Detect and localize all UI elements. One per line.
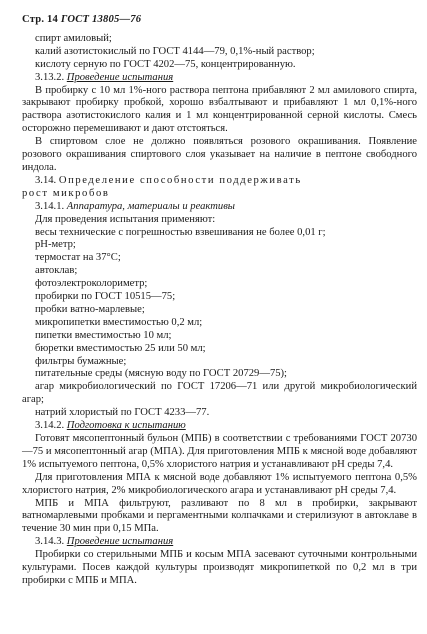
list-item: агар микробиологический по ГОСТ 17206—71 или другой микробиологический агар; xyxy=(22,381,417,406)
list-item: автоклав; xyxy=(35,265,78,277)
section-number: 3.14.2. xyxy=(35,420,65,432)
section-number: 3.14.3. xyxy=(35,536,65,548)
section-number: 3.14. xyxy=(35,174,57,186)
section-heading-3-14 xyxy=(22,175,417,188)
section-title: Аппаратура, материалы и реактивы xyxy=(66,200,235,212)
list-item: питательные среды (мясную воду по ГОСТ 20729—75); xyxy=(35,368,288,380)
list-item: рН-метр; xyxy=(35,239,76,251)
list-item: пипетки вместимостью 10 мл; xyxy=(35,329,172,341)
list-item: микропипетки вместимостью 0,2 мл; xyxy=(35,316,203,328)
paragraph: Для проведения испытания применяют: xyxy=(35,213,216,225)
section-title: Проведение испытания xyxy=(66,536,174,548)
list-item: пробки ватно-марлевые; xyxy=(35,303,145,315)
list-item: фотоэлектроколориметр; xyxy=(35,278,148,290)
paragraph: В спиртовом слое не должно появляться розового окрашивания. Появление розового окрашивания спиртового слоя указывает на наличие в пептоне свободного индола. xyxy=(22,136,417,173)
section-heading-3-14-1 xyxy=(22,201,417,214)
standard-number: ГОСТ 13805—76 xyxy=(60,14,142,25)
list-item: кислоту серную по ГОСТ 4202—75, концентрированную. xyxy=(35,58,296,70)
list-item: бюретки вместимостью 25 или 50 мл; xyxy=(35,342,206,354)
equipment-list xyxy=(22,227,417,421)
section-heading-3-14-3 xyxy=(22,536,417,549)
paragraph: Готовят мясопептонный бульон (МПБ) в соответствии с требованиями ГОСТ 20730—75 и мясопептонный агар (МПА). Для приготовления МПБ к мясной воде добавляют 1% испытуемого пептона, 0,5% хлористого натрия и устанавливают рН среды 7,4. xyxy=(22,433,417,470)
paragraph: Пробирки со стерильными МПБ и косым МПА засевают суточными контрольными культурами. Посев каждой культуры производят микропипеткой по 0,2 мл в три пробирки с МПБ и МПА. xyxy=(22,549,417,586)
section-number: 3.14.1. xyxy=(35,200,65,212)
page-header xyxy=(22,14,417,27)
list-item: калий азотистокислый по ГОСТ 4144—79, 0,1%-ный раствор; xyxy=(35,45,315,57)
list-item: пробирки по ГОСТ 10515—75; xyxy=(35,291,176,303)
section-title: Проведение испытания xyxy=(66,71,174,83)
section-heading-3-14-2 xyxy=(22,420,417,433)
paragraph: МПБ и МПА фильтруют, разливают по 8 мл в пробирки, закрывают ватномарлевыми пробками и пергаментными колпачками и стерилизуют в автоклаве в течение 30 мин при 0,15 МПа. xyxy=(22,497,417,535)
page-number: Стр. 14 xyxy=(22,14,59,25)
section-number: 3.13.2. xyxy=(35,71,65,83)
section-title: Определение способности поддерживать xyxy=(58,174,302,186)
list-item: спирт амиловый; xyxy=(35,32,112,44)
section-title-continued: рост микробов xyxy=(22,187,110,199)
list-item: весы технические с погрешностью взвешивания не более 0,01 г; xyxy=(35,226,326,238)
list-item: термостат на 37°С; xyxy=(35,252,121,264)
section-title: Подготовка к испытанию xyxy=(66,420,186,432)
list-item: фильтры бумажные; xyxy=(35,355,127,367)
paragraph: В пробирку с 10 мл 1%-ного раствора пептона прибавляют 2 мл амилового спирта, закрывают пробирку пробкой, хорошо взбалтывают и прибавляют 1 мл 0,1%-ного раствора азотистокислого калия и 1 мл концентрированной серной кислоты. Смесь осторожно перемешивают и дают отстояться. xyxy=(22,84,417,135)
reagent-list-continued xyxy=(22,33,417,72)
section-heading-3-13-2 xyxy=(22,72,417,85)
paragraph: Для приготовления МПА к мясной воде добавляют 1% испытуемого пептона 0,5% хлористого натрия, 2% микробиологического агара и устанавливают рН среды 7,4. xyxy=(22,471,417,496)
list-item: натрий хлористый по ГОСТ 4233—77. xyxy=(35,407,210,419)
